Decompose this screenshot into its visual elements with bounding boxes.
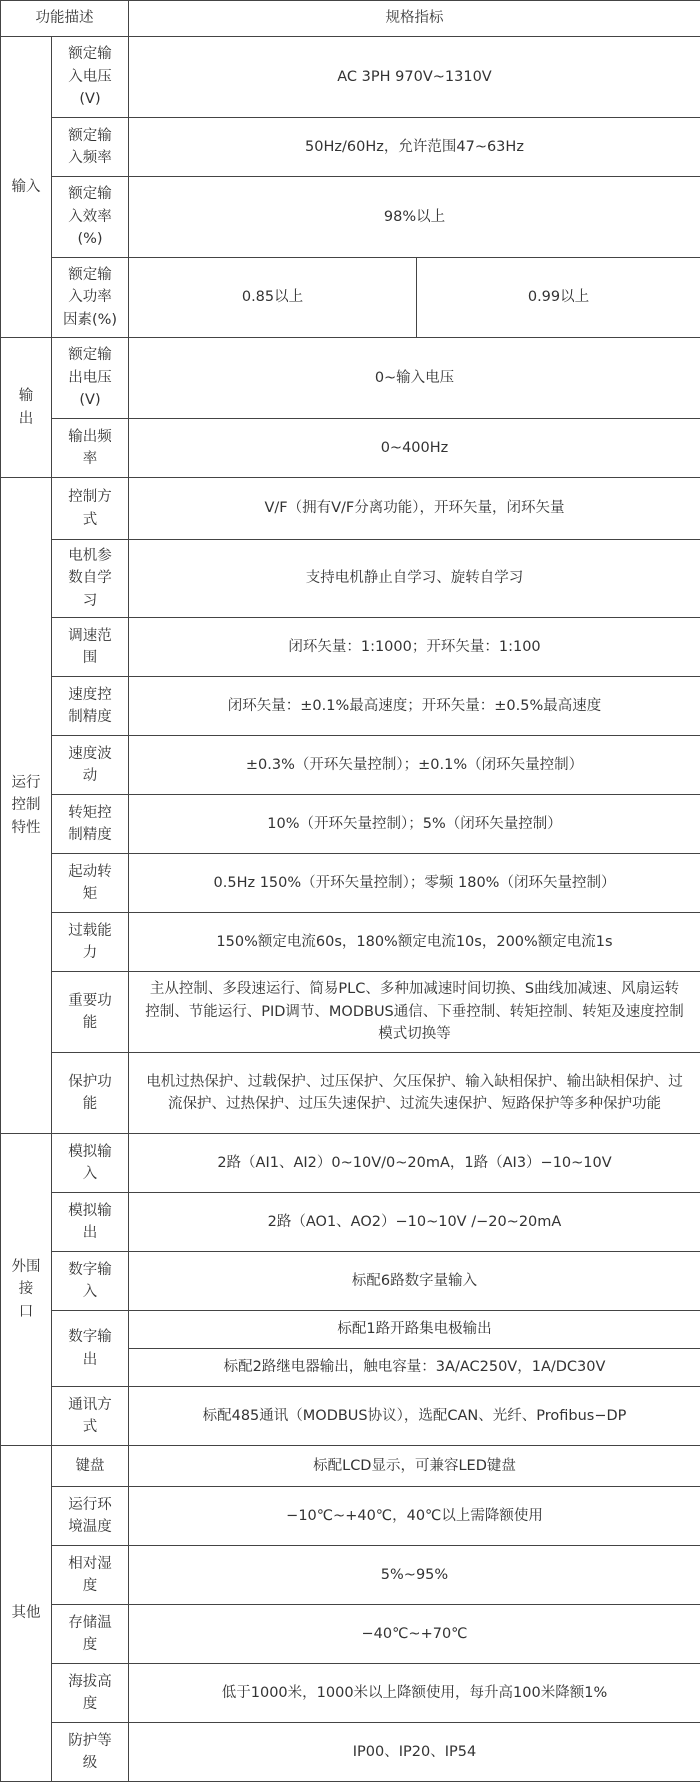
category-control: 运行 控制 特性: [1, 478, 52, 1134]
row-value: 2路（AO1、AO2）−10~10V /−20~20mA: [129, 1193, 700, 1252]
row-label: 数字输 出: [52, 1311, 129, 1387]
table-row: [1, 1053, 700, 1134]
row-value: IP00、IP20、IP54: [129, 1723, 700, 1782]
table-row: [1, 854, 700, 913]
row-label: 模拟输 入: [52, 1134, 129, 1193]
category-interface: 外围 接 口: [1, 1134, 52, 1446]
row-value: ±0.3%（开环矢量控制）；±0.1%（闭环矢量控制）: [129, 736, 700, 795]
category-input: 输入: [1, 37, 52, 338]
row-label: 额定输 入效率 (%): [52, 177, 129, 258]
row-label: 额定输 入频率: [52, 118, 129, 177]
table-row: [1, 478, 700, 540]
table-row: [1, 1605, 700, 1664]
table-row: [1, 1311, 700, 1349]
row-value-a: 0.85以上: [129, 258, 417, 338]
row-value: 低于1000米，1000米以上降额使用，每升高100米降额1%: [129, 1664, 700, 1723]
header-function: 功能描述: [1, 1, 129, 37]
row-label: 运行环 境温度: [52, 1487, 129, 1546]
category-output: 输 出: [1, 338, 52, 478]
row-label: 输出频 率: [52, 419, 129, 478]
table-row: [1, 677, 700, 736]
row-value: 主从控制、多段速运行、简易PLC、多种加减速时间切换、S曲线加减速、风扇运转控制、节能运行、PID调节、MODBUS通信、下垂控制、转矩控制、转矩及速度控制模式切换等: [129, 972, 700, 1053]
table-row: [1, 1252, 700, 1311]
row-value-b: 0.99以上: [417, 258, 700, 338]
row-value: 标配LCD显示，可兼容LED键盘: [129, 1446, 700, 1487]
table-row: [1, 258, 700, 338]
row-value: 标配1路开路集电极输出: [129, 1311, 700, 1349]
category-other: 其他: [1, 1446, 52, 1782]
table-row: [1, 177, 700, 258]
row-value: 150%额定电流60s，180%额定电流10s，200%额定电流1s: [129, 913, 700, 972]
row-label: 相对湿 度: [52, 1546, 129, 1605]
table-row: [1, 1546, 700, 1605]
row-label: 额定输 入功率 因素(%): [52, 258, 129, 338]
row-value: 98%以上: [129, 177, 700, 258]
table-row: [1, 795, 700, 854]
row-label: 数字输 入: [52, 1252, 129, 1311]
row-label: 额定输 入电压 (V): [52, 37, 129, 118]
table-row: [1, 736, 700, 795]
row-value: 10%（开环矢量控制）；5%（闭环矢量控制）: [129, 795, 700, 854]
row-value: −40℃~+70℃: [129, 1605, 700, 1664]
row-label: 电机参 数自学 习: [52, 540, 129, 618]
row-value: 闭环矢量：1:1000；开环矢量：1:100: [129, 618, 700, 677]
row-value: 0~400Hz: [129, 419, 700, 478]
table-row: [1, 118, 700, 177]
row-label: 通讯方 式: [52, 1387, 129, 1446]
row-label: 转矩控 制精度: [52, 795, 129, 854]
table-row: [1, 1664, 700, 1723]
table-row: [1, 37, 700, 118]
table-row: [1, 1487, 700, 1546]
row-value: AC 3PH 970V~1310V: [129, 37, 700, 118]
table-row: [1, 540, 700, 618]
row-value: V/F（拥有V/F分离功能），开环矢量，闭环矢量: [129, 478, 700, 540]
table-row: [1, 1387, 700, 1446]
row-value: 2路（AI1、AI2）0~10V/0~20mA，1路（AI3）−10~10V: [129, 1134, 700, 1193]
header-spec: 规格指标: [129, 1, 700, 37]
row-value: 电机过热保护、过载保护、过压保护、欠压保护、输入缺相保护、输出缺相保护、过流保护、过热保护、过压失速保护、过流失速保护、短路保护等多种保护功能: [129, 1053, 700, 1134]
row-label: 速度波 动: [52, 736, 129, 795]
row-label: 重要功 能: [52, 972, 129, 1053]
row-label: 防护等 级: [52, 1723, 129, 1782]
row-label: 存储温 度: [52, 1605, 129, 1664]
row-label: 海拔高 度: [52, 1664, 129, 1723]
row-label: 起动转 矩: [52, 854, 129, 913]
header-row: [1, 1, 700, 37]
row-value: 标配6路数字量输入: [129, 1252, 700, 1311]
row-value: 闭环矢量：±0.1%最高速度；开环矢量：±0.5%最高速度: [129, 677, 700, 736]
table-row: [1, 972, 700, 1053]
row-value: 0.5Hz 150%（开环矢量控制）；零频 180%（闭环矢量控制）: [129, 854, 700, 913]
row-label: 保护功 能: [52, 1053, 129, 1134]
row-label: 控制方 式: [52, 478, 129, 540]
row-value: 0~输入电压: [129, 338, 700, 419]
row-value: 标配2路继电器输出，触电容量：3A/AC250V，1A/DC30V: [129, 1349, 700, 1387]
table-row: [1, 913, 700, 972]
table-row: [1, 1193, 700, 1252]
row-value: 5%~95%: [129, 1546, 700, 1605]
table-row: [1, 1134, 700, 1193]
table-row: [1, 618, 700, 677]
row-label: 键盘: [52, 1446, 129, 1487]
row-label: 速度控 制精度: [52, 677, 129, 736]
row-label: 调速范 围: [52, 618, 129, 677]
row-label: 模拟输 出: [52, 1193, 129, 1252]
table-row: [1, 419, 700, 478]
row-value: −10℃~+40℃，40℃以上需降额使用: [129, 1487, 700, 1546]
row-label: 过载能 力: [52, 913, 129, 972]
row-value: 标配485通讯（MODBUS协议），选配CAN、光纤、Profibus−DP: [129, 1387, 700, 1446]
row-value: 支持电机静止自学习、旋转自学习: [129, 540, 700, 618]
row-value: 50Hz/60Hz，允许范围47~63Hz: [129, 118, 700, 177]
table-row: [1, 1446, 700, 1487]
row-label: 额定输 出电压 (V): [52, 338, 129, 419]
table-row: [1, 1723, 700, 1782]
table-row: [1, 338, 700, 419]
